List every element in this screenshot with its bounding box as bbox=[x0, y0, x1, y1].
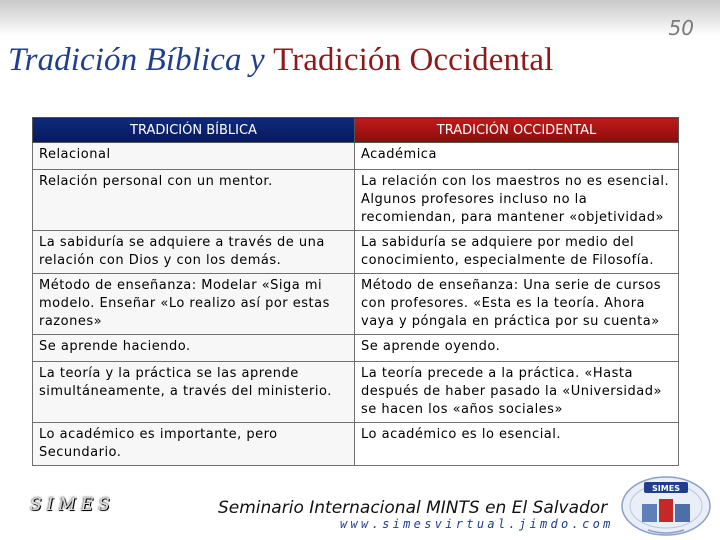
table-row bbox=[33, 170, 679, 231]
svg-text:SIMES: SIMES bbox=[652, 484, 680, 493]
cell-biblica: Método de enseñanza: Modelar «Siga mi modelo. Enseñar «Lo realizo así por estas razones» bbox=[33, 274, 355, 335]
cell-biblica: La teoría y la práctica se las aprende simultáneamente, a través del ministerio. bbox=[33, 362, 355, 423]
cell-occidental: Lo académico es lo esencial. bbox=[355, 423, 679, 466]
top-gradient-band bbox=[0, 0, 720, 36]
header-tradicion-biblica: TRADICIÓN BÍBLICA bbox=[33, 118, 355, 143]
footer-brand: SIMES bbox=[30, 495, 115, 515]
table-header-row bbox=[33, 118, 679, 143]
page-number: 50 bbox=[668, 16, 694, 40]
table-row bbox=[33, 143, 679, 170]
footer-url: www.simesvirtual.jimdo.com bbox=[340, 517, 614, 531]
title-part-biblica: Tradición Bíblica y bbox=[8, 42, 265, 78]
cell-biblica: Se aprende haciendo. bbox=[33, 335, 355, 362]
cell-occidental: La teoría precede a la práctica. «Hasta después de haber pasado la «Universidad» se hacen los «años sociales» bbox=[355, 362, 679, 423]
cell-occidental: Se aprende oyendo. bbox=[355, 335, 679, 362]
footer-seminar-name: Seminario Internacional MINTS en El Salvador bbox=[218, 498, 608, 518]
simes-logo-icon bbox=[618, 474, 714, 538]
table-row bbox=[33, 335, 679, 362]
cell-occidental: Método de enseñanza: Una serie de cursos con profesores. «Esta es la teoría. Ahora vaya y póngala en práctica por su cuenta» bbox=[355, 274, 679, 335]
cell-biblica: Lo académico es importante, pero Secundario. bbox=[33, 423, 355, 466]
table-row bbox=[33, 274, 679, 335]
header-tradicion-occidental: TRADICIÓN OCCIDENTAL bbox=[355, 118, 679, 143]
cell-biblica: Relacional bbox=[33, 143, 355, 170]
table-row bbox=[33, 231, 679, 274]
cell-biblica: Relación personal con un mentor. bbox=[33, 170, 355, 231]
table-row bbox=[33, 423, 679, 466]
table-row bbox=[33, 362, 679, 423]
cell-occidental: Académica bbox=[355, 143, 679, 170]
slide-title bbox=[8, 42, 553, 79]
cell-occidental: La sabiduría se adquiere por medio del conocimiento, especialmente de Filosofía. bbox=[355, 231, 679, 274]
comparison-table bbox=[32, 117, 679, 466]
cell-occidental: La relación con los maestros no es esencial. Algunos profesores incluso no la recomiendan, para mantener «objetividad» bbox=[355, 170, 679, 231]
cell-biblica: La sabiduría se adquiere a través de una relación con Dios y con los demás. bbox=[33, 231, 355, 274]
title-part-occidental: Tradición Occidental bbox=[273, 42, 554, 78]
